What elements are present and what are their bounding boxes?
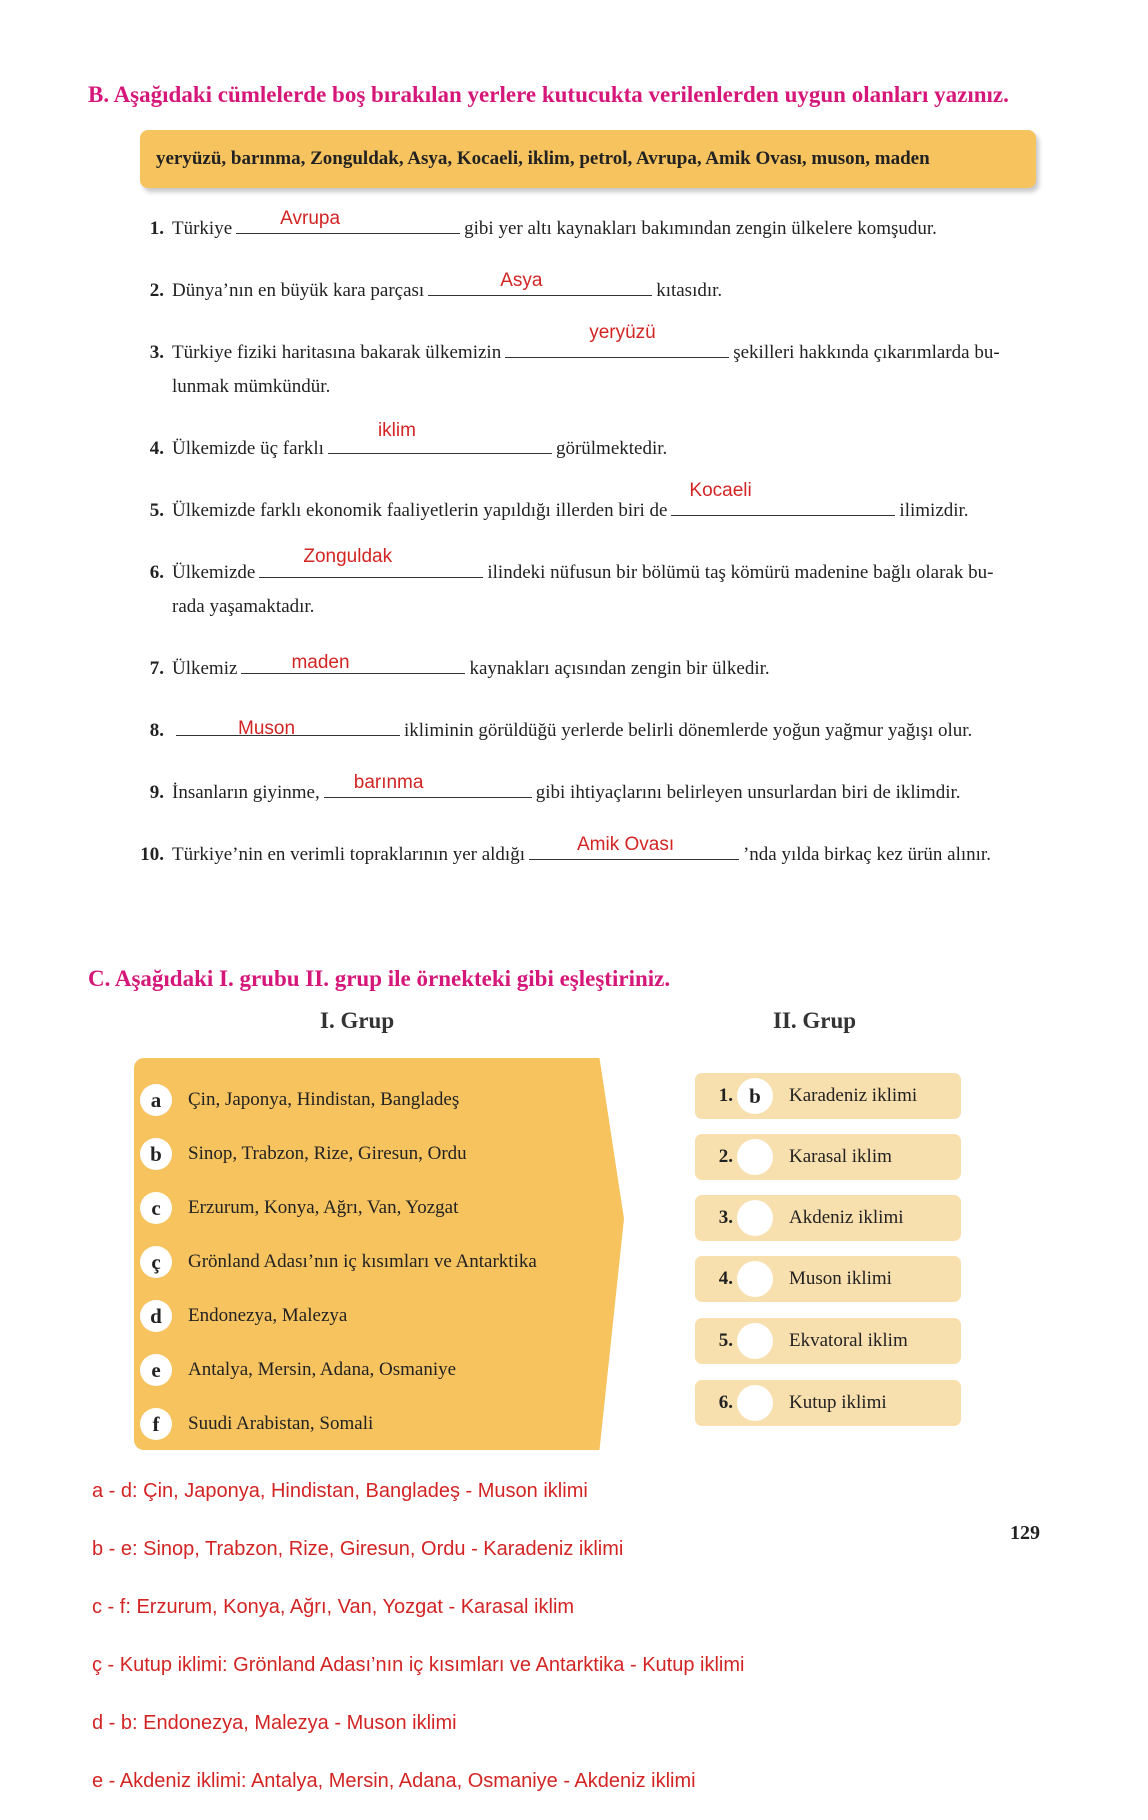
- answer-blank[interactable]: [176, 716, 400, 739]
- match-answer-line: c - f: Erzurum, Konya, Ağrı, Van, Yozgat - Karasal iklim: [92, 1596, 575, 1618]
- group-1-item: [140, 1299, 347, 1333]
- question-number: 8.: [149, 720, 164, 741]
- group-1-item: [140, 1137, 467, 1171]
- item-letter: b: [140, 1138, 172, 1170]
- question-number: 9.: [149, 782, 164, 803]
- item-number: 6.: [718, 1392, 733, 1413]
- item-letter: f: [140, 1408, 172, 1440]
- answer-blank[interactable]: [241, 654, 465, 674]
- group-1-item: [140, 1083, 459, 1117]
- word-bank-box: [140, 130, 1036, 188]
- question-text-before: Türkiye: [172, 218, 233, 239]
- answer-blank[interactable]: [259, 546, 483, 578]
- item-text: Sinop, Trabzon, Rize, Giresun, Ordu: [188, 1143, 467, 1164]
- answer-text: barınma: [353, 772, 424, 793]
- question-text-after: şekilleri hakkında çıkarımlarda bu-: [733, 342, 1000, 363]
- question-text-before: Ülkemiz: [172, 658, 238, 679]
- question-7: [120, 652, 1060, 686]
- answer-text: Zonguldak: [303, 546, 393, 567]
- section-b-title: B. Aşağıdaki cümlelerde boş bırakılan yerlere kutucukta verilenlerden uygun olanları yazınız.: [88, 82, 1009, 107]
- question-text-after: ilindeki nüfusun bir bölümü taş kömürü madenine bağlı olarak bu-: [487, 562, 994, 583]
- question-text-after: ilimizdir.: [899, 500, 969, 521]
- question-number: 5.: [149, 500, 164, 521]
- question-text-before: Türkiye’nin en verimli topraklarının yer aldığı: [172, 844, 525, 865]
- answer-text: Avrupa: [280, 208, 341, 229]
- question-text-after: ’nda yılda birkaç kez ürün alınır.: [742, 844, 991, 865]
- answer-circle[interactable]: [737, 1139, 773, 1175]
- item-letter: ç: [140, 1246, 172, 1278]
- question-8: [120, 714, 1060, 748]
- answer-circle[interactable]: [737, 1385, 773, 1421]
- group-2-header: II. Grup: [773, 1008, 857, 1033]
- item-number: 2.: [718, 1146, 733, 1167]
- answer-text: iklim: [377, 420, 416, 441]
- group-1-item: [140, 1191, 458, 1225]
- group-2-item: [695, 1195, 961, 1241]
- question-text-before: Ülkemizde üç farklı: [172, 438, 324, 459]
- question-text-before: İnsanların giyinme,: [172, 782, 320, 803]
- answer-text: Kocaeli: [689, 480, 752, 501]
- question-9: [120, 772, 1060, 810]
- answer-circle[interactable]: b: [737, 1078, 773, 1114]
- item-text: Karasal iklim: [789, 1146, 892, 1167]
- item-number: 5.: [718, 1330, 733, 1351]
- answer-text: maden: [291, 652, 350, 673]
- answer-circle[interactable]: [737, 1261, 773, 1297]
- question-continuation: lunmak mümkündür.: [172, 376, 331, 397]
- question-text-before: Türkiye fiziki haritasına bakarak ülkemizin: [172, 342, 502, 363]
- answer-circle[interactable]: [737, 1200, 773, 1236]
- answer-text: Amik Ovası: [576, 834, 675, 855]
- item-letter: c: [140, 1192, 172, 1224]
- question-number: 10.: [140, 844, 164, 865]
- group-1-header: I. Grup: [320, 1008, 395, 1033]
- question-number: 1.: [149, 218, 164, 239]
- item-text: Ekvatoral iklim: [789, 1330, 908, 1351]
- item-text: Suudi Arabistan, Somali: [188, 1413, 374, 1434]
- group-2-item: [695, 1380, 961, 1426]
- item-text: Çin, Japonya, Hindistan, Bangladeş: [188, 1089, 460, 1110]
- question-10: [120, 834, 1060, 872]
- group-2-item: [695, 1134, 961, 1180]
- question-number: 7.: [149, 658, 164, 679]
- item-letter: d: [140, 1300, 172, 1332]
- question-6: [120, 546, 1060, 624]
- item-letter: a: [140, 1084, 172, 1116]
- question-text-after: ikliminin görüldüğü yerlerde belirli dönemlerde yoğun yağmur yağışı olur.: [404, 720, 973, 741]
- answer-blank[interactable]: [324, 772, 532, 798]
- item-number: 1.: [718, 1085, 733, 1106]
- match-answer-line: ç - Kutup iklimi: Grönland Adası’nın iç kısımları ve Antarktika - Kutup iklimi: [92, 1654, 745, 1676]
- match-answer-line: a - d: Çin, Japonya, Hindistan, Bangladeş - Muson iklimi: [92, 1480, 588, 1502]
- question-text-after: kaynakları açısından zengin bir ülkedir.: [469, 658, 770, 679]
- answer-blank[interactable]: [236, 208, 460, 234]
- answer-blank[interactable]: [505, 322, 729, 358]
- question-text-after: gibi ihtiyaçlarını belirleyen unsurlardan biri de iklimdir.: [535, 782, 961, 803]
- group-1-item: [140, 1245, 537, 1279]
- answer-text: Asya: [500, 270, 543, 291]
- question-text-after: görülmektedir.: [555, 438, 668, 459]
- question-continuation: rada yaşamaktadır.: [172, 596, 315, 617]
- question-number: 2.: [149, 280, 164, 301]
- question-3: [120, 322, 1060, 404]
- answer-text: yeryüzü: [589, 322, 656, 343]
- answer-blank[interactable]: [328, 420, 552, 454]
- page-number: 129: [1010, 1522, 1040, 1544]
- match-answer-line: b - e: Sinop, Trabzon, Rize, Giresun, Ordu - Karadeniz iklimi: [92, 1538, 624, 1560]
- item-text: Grönland Adası’nın iç kısımları ve Antarktika: [188, 1251, 537, 1272]
- group-2-item: [695, 1318, 961, 1364]
- answer-blank[interactable]: [529, 834, 739, 860]
- question-number: 6.: [149, 562, 164, 583]
- match-answer-line: e - Akdeniz iklimi: Antalya, Mersin, Adana, Osmaniye - Akdeniz iklimi: [92, 1770, 696, 1792]
- question-text-before: Dünya’nın en büyük kara parçası: [172, 280, 425, 301]
- match-answer-line: d - b: Endonezya, Malezya - Muson iklimi: [92, 1712, 457, 1734]
- answer-circle[interactable]: [737, 1323, 773, 1359]
- item-text: Erzurum, Konya, Ağrı, Van, Yozgat: [188, 1197, 459, 1218]
- item-text: Karadeniz iklimi: [789, 1085, 918, 1106]
- answer-blank[interactable]: [671, 480, 895, 516]
- item-letter: e: [140, 1354, 172, 1386]
- question-1: [120, 208, 1060, 246]
- question-number: 3.: [149, 342, 164, 363]
- group-1-item: [140, 1353, 456, 1387]
- item-text: Akdeniz iklimi: [789, 1207, 904, 1228]
- section-c-title: C. Aşağıdaki I. grubu II. grup ile örnekteki gibi eşleştiriniz.: [88, 966, 671, 991]
- question-text-before: Ülkemizde: [172, 562, 256, 583]
- question-2: [120, 270, 1060, 308]
- group-1-item: [140, 1407, 373, 1441]
- question-text-after: kıtasıdır.: [656, 280, 723, 301]
- question-text-after: gibi yer altı kaynakları bakımından zengin ülkelere komşudur.: [464, 218, 937, 239]
- answer-blank[interactable]: [428, 270, 652, 296]
- item-text: Antalya, Mersin, Adana, Osmaniye: [188, 1359, 457, 1380]
- question-number: 4.: [149, 438, 164, 459]
- group-2-item: [695, 1256, 961, 1302]
- item-number: 4.: [718, 1268, 733, 1289]
- item-text: Endonezya, Malezya: [188, 1305, 348, 1326]
- question-text-before: Ülkemizde farklı ekonomik faaliyetlerin yapıldığı illerden biri de: [172, 500, 668, 521]
- item-text: Muson iklimi: [789, 1268, 892, 1289]
- word-bank-text: yeryüzü, barınma, Zonguldak, Asya, Kocaeli, iklim, petrol, Avrupa, Amik Ovası, muson, maden: [156, 148, 930, 169]
- answer-text: Muson: [238, 718, 296, 739]
- question-4: [120, 420, 1060, 466]
- item-text: Kutup iklimi: [789, 1392, 887, 1413]
- item-number: 3.: [718, 1207, 733, 1228]
- question-5: [120, 480, 1060, 528]
- group-2-item: [695, 1073, 961, 1119]
